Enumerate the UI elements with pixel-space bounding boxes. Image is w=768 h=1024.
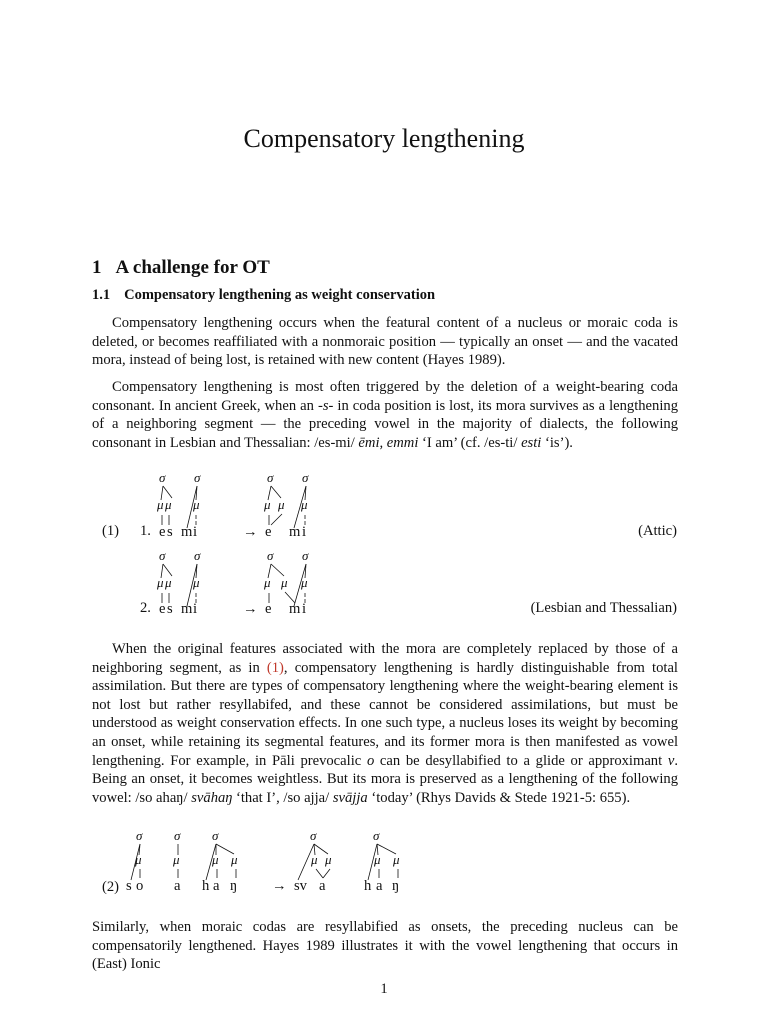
mu: μ (325, 852, 332, 867)
example-1-row-1-dialect: (Attic) (638, 523, 677, 539)
example-1-row-2-dialect: (Lesbian and Thessalian) (530, 600, 677, 616)
mu: μ (278, 497, 285, 512)
svg-text:e: e (159, 524, 166, 540)
svg-text:a: a (319, 878, 326, 894)
mu: μ (165, 575, 172, 590)
svg-text:s: s (126, 878, 132, 894)
svg-text:i: i (302, 524, 307, 540)
svg-text:e: e (265, 601, 272, 617)
mu: μ (374, 852, 381, 867)
svg-text:i: i (193, 601, 198, 617)
sigma: σ (194, 470, 201, 485)
paragraph-3: When the original features associated with the mora are completely replaced by those of a neighboring segment, as in (1), compensatory lengthening is hardly distinguishable from total assimilation. But there are types of compensatory lengthening where the weight-bearing element is not lost but rather resyllabifed, and these cannot be considered assimilations, but must be understood as weight conservation effects. In one such type, a nucleus loses its weight by becoming an onset, while retaining its segmental features, and its former mora is then manifested as vowel lengthening. For example, in Pāli prevocalic o can be desyllabified to a glide or approximant v. Being an onset, it becomes weightless. But its mora is preserved as a lengthening of the following vowel: /so ahaŋ/ svāhaŋ ‘that I’, /so ajja/ svājja ‘today’ (Rhys Davids & Stede 1921-5: 655). (92, 641, 678, 806)
svg-text:m: m (289, 524, 301, 540)
svg-text:a: a (174, 878, 181, 894)
subsection-heading (92, 287, 435, 304)
section-heading (92, 257, 270, 279)
paragraph-2: Compensatory lengthening is most often triggered by the deletion of a weight-bearing coda consonant. In ancient Greek, when an -s- in coda position is lost, its mora survives as a lengthening of a neighboring segment — the preceding vowel in the majority of dialects, the following consonant in Lesbian and Thessalian: /es-mi/ ēmi, emmi ‘I am’ (cf. /es-ti/ esti ‘is’). (92, 379, 678, 451)
svg-text:m: m (181, 524, 193, 540)
sigma: σ (302, 548, 309, 563)
svg-text:ŋ: ŋ (230, 878, 238, 894)
mu: μ (264, 575, 271, 590)
mu: μ (135, 852, 142, 867)
svg-text:→: → (243, 524, 258, 540)
sigma: σ (159, 470, 166, 485)
example-2-label: (2) (102, 879, 120, 895)
example-1-row-2-number: 2. (140, 600, 151, 616)
example-1-syllable-diagram (150, 468, 330, 618)
mu: μ (173, 852, 180, 867)
sigma: σ (212, 828, 219, 843)
svg-text:s: s (167, 524, 173, 540)
paragraph-1: Compensatory lengthening occurs when the featural content of a nucleus or moraic coda is deleted, or becomes reaffiliated with a nonmoraic position — typically an onset — and the vacated mora, instead of being lost, is retained with new content (Hayes 1989). (92, 315, 678, 369)
svg-text:h: h (364, 878, 372, 894)
sigma: σ (174, 828, 181, 843)
svg-text:i: i (302, 601, 307, 617)
subsection-number: 1.1 (92, 287, 111, 303)
svg-text:a: a (213, 878, 220, 894)
mu: μ (301, 575, 308, 590)
mu: μ (301, 497, 308, 512)
example-1-row-1-number: 1. (140, 523, 151, 539)
section-number: 1 (92, 257, 102, 278)
paragraph-4: Similarly, when moraic codas are resyllabified as onsets, the preceding nucleus can be compensatorily lengthened. Hayes 1989 illustrates it with the vowel lengthening that occurs in (East) Ionic (92, 919, 678, 973)
sigma: σ (267, 548, 274, 563)
sigma: σ (302, 470, 309, 485)
svg-text:m: m (289, 601, 301, 617)
svg-text:m: m (181, 601, 193, 617)
mu: μ (193, 575, 200, 590)
paper-title: Compensatory lengthening (243, 124, 525, 153)
example-ref-link[interactable]: (1) (266, 659, 284, 676)
sigma: σ (373, 828, 380, 843)
svg-text:o: o (136, 878, 144, 894)
example-2-syllable-diagram (120, 826, 420, 898)
sigma: σ (310, 828, 317, 843)
sigma: σ (194, 548, 201, 563)
svg-text:a: a (376, 878, 383, 894)
sigma: σ (136, 828, 143, 843)
svg-text:e: e (159, 601, 166, 617)
mu: μ (157, 575, 164, 590)
mu: μ (281, 575, 288, 590)
mu: μ (231, 852, 238, 867)
svg-text:→: → (272, 878, 287, 894)
mu: μ (165, 497, 172, 512)
svg-text:i: i (193, 524, 198, 540)
svg-text:s: s (167, 601, 173, 617)
example-1-label: (1) (102, 523, 120, 539)
mu: μ (393, 852, 400, 867)
mu: μ (264, 497, 271, 512)
mu: μ (157, 497, 164, 512)
svg-text:h: h (202, 878, 210, 894)
mu: μ (311, 852, 318, 867)
page-number: 1 (380, 981, 388, 997)
mu: μ (212, 852, 219, 867)
sigma: σ (159, 548, 166, 563)
svg-text:e: e (265, 524, 272, 540)
section-title: A challenge for OT (115, 257, 270, 278)
svg-text:→: → (243, 601, 258, 617)
mu: μ (193, 497, 200, 512)
svg-text:ŋ: ŋ (392, 878, 400, 894)
svg-text:sv: sv (294, 878, 307, 894)
subsection-title: Compensatory lengthening as weight conservation (124, 287, 436, 303)
sigma: σ (267, 470, 274, 485)
